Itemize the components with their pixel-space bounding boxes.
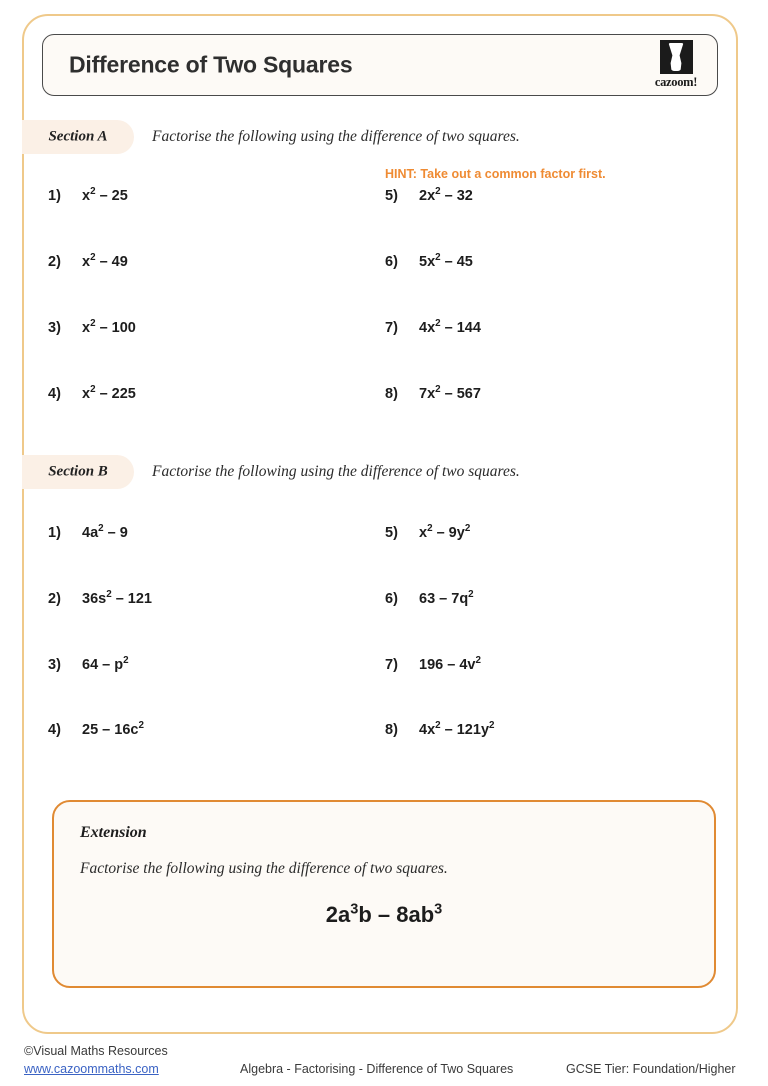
question-a-5-expression: $2x^2 - 32$	[419, 186, 473, 204]
extension-instruction: Factorise the following using the difference of two squares.	[80, 860, 448, 877]
logo-wordmark: cazoom!	[654, 75, 698, 89]
glass-shape-icon	[669, 43, 684, 71]
question-b-5	[385, 525, 470, 541]
question-a-3	[48, 320, 136, 336]
question-b-1-number: 1)	[48, 525, 61, 541]
page-footer	[0, 1040, 768, 1086]
question-b-3	[48, 657, 129, 673]
extension-box	[52, 800, 716, 988]
question-a-6	[385, 254, 473, 270]
question-b-1-expression: $4a^2 - 9$	[82, 523, 128, 541]
section-a-badge	[22, 120, 134, 154]
section-b-label: Section B	[48, 463, 108, 480]
extension-equation: $2a^3b - 8ab^3$	[325, 901, 443, 927]
cazoom-glass-logo-icon	[660, 40, 693, 74]
question-a-5-number: 5)	[385, 188, 398, 204]
question-a-7	[385, 320, 481, 336]
footer-topic: Algebra - Factorising - Difference of Two Squares	[240, 1062, 514, 1076]
question-b-6-expression: $63 - 7q^2$	[419, 589, 474, 607]
section-a-hint: HINT: Take out a common factor first.	[385, 167, 606, 181]
question-a-8-expression: $7x^2 - 567$	[419, 384, 481, 402]
question-b-3-expression: $64 - p^2$	[82, 655, 129, 673]
question-a-4	[48, 386, 136, 402]
question-a-1	[48, 188, 128, 204]
question-a-4-expression: $x^2 - 225$	[82, 384, 136, 402]
question-a-6-number: 6)	[385, 254, 398, 270]
question-b-2	[48, 591, 152, 607]
question-b-5-number: 5)	[385, 525, 398, 541]
question-a-7-expression: $4x^2 - 144$	[419, 318, 481, 336]
footer-website-link[interactable]: www.cazoommaths.com	[24, 1062, 159, 1076]
page-title: Difference of Two Squares	[69, 51, 353, 78]
question-b-4-number: 4)	[48, 722, 61, 738]
section-a-header	[0, 120, 768, 154]
question-b-2-expression: $36s^2 - 121$	[82, 589, 153, 607]
question-a-6-expression: $5x^2 - 45$	[419, 252, 473, 270]
section-a-instruction: Factorise the following using the difference of two squares.	[152, 128, 520, 145]
question-a-8	[385, 386, 481, 402]
question-b-6-number: 6)	[385, 591, 398, 607]
section-b-header	[0, 455, 768, 489]
question-a-1-expression: $x^2 - 25$	[82, 186, 128, 204]
footer-copyright: ©Visual Maths Resources	[24, 1044, 168, 1058]
question-b-4-expression: $25 - 16c^2$	[82, 720, 144, 738]
footer-tier: GCSE Tier: Foundation/Higher	[566, 1062, 736, 1076]
question-b-7	[385, 657, 481, 673]
extension-title: Extension	[80, 824, 147, 841]
question-b-7-expression: $196 - 4v^2$	[419, 655, 481, 673]
section-b-instruction: Factorise the following using the difference of two squares.	[152, 463, 520, 480]
question-a-5	[385, 188, 473, 204]
question-b-3-number: 3)	[48, 657, 61, 673]
question-a-3-number: 3)	[48, 320, 61, 336]
question-b-8-expression: $4x^2 - 121y^2$	[419, 720, 495, 738]
question-b-8-number: 8)	[385, 722, 398, 738]
question-a-7-number: 7)	[385, 320, 398, 336]
question-b-8	[385, 722, 495, 738]
section-a-label: Section A	[48, 128, 108, 145]
question-b-1	[48, 525, 128, 541]
question-a-3-expression: $x^2 - 100$	[82, 318, 136, 336]
question-a-2-number: 2)	[48, 254, 61, 270]
question-b-2-number: 2)	[48, 591, 61, 607]
question-a-8-number: 8)	[385, 386, 398, 402]
question-a-1-number: 1)	[48, 188, 61, 204]
question-b-5-expression: $x^2 - 9y^2$	[419, 523, 471, 541]
question-b-7-number: 7)	[385, 657, 398, 673]
question-a-4-number: 4)	[48, 386, 61, 402]
cazoom-logo	[649, 40, 703, 90]
question-a-2	[48, 254, 128, 270]
section-b-badge	[22, 455, 134, 489]
question-b-4	[48, 722, 144, 738]
question-a-2-expression: $x^2 - 49$	[82, 252, 128, 270]
worksheet-title-bar	[42, 34, 718, 96]
question-b-6	[385, 591, 474, 607]
